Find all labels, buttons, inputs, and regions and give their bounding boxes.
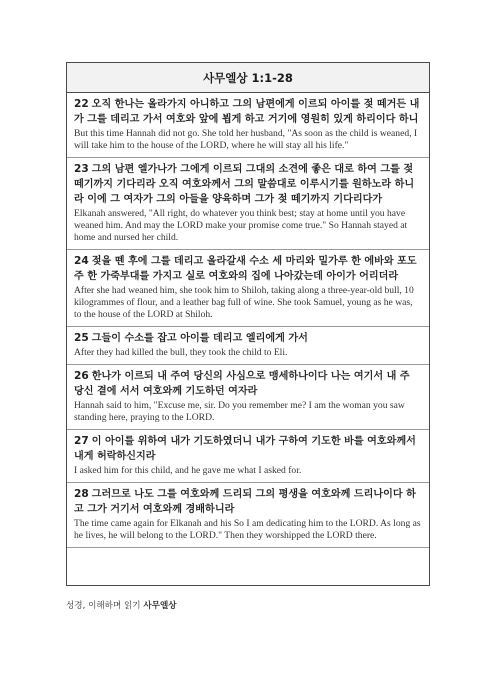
verse-korean [74,369,422,399]
verse-english: But this time Hannah did not go. She told her husband, "As soon as the child is weaned, I will take him to the house of the LORD, where he will stay all his life." [74,128,418,151]
verse-28 [67,483,429,548]
verse-english: After they had killed the bull, they took the child to Eli. [74,347,288,358]
verse-korean [74,97,422,127]
verse-korean [74,434,422,464]
verse-26 [67,365,429,430]
verse-korean-text: 그의 남편 엘가나가 그에게 이르되 그대의 소견에 좋은 대로 하여 그를 젖 떼기까지 기다리라 오직 여호와께서 그의 말씀대로 이루시기를 원하노라 하니라 이에 그 여자가 그의 아들을 양육하며 그가 젖 떼기까지 기다리다가 [74,164,415,205]
verse-korean-text: 젖을 뗀 후에 그를 데리고 올라갈새 수소 세 마리와 밀가루 한 에바와 포도주 한 가죽부대를 가지고 실로 여호와의 집에 나아갔는데 아이가 어리더라 [74,256,417,282]
verse-english: I asked him for this child, and he gave me what I asked for. [74,465,302,476]
verse-23 [67,158,429,250]
verse-english: Hannah said to him, "Excuse me, sir. Do you remember me? I am the woman you saw standing here, praying to the LORD. [74,400,405,423]
footer-book: 사무엘상 [143,601,177,611]
verse-22 [67,93,429,158]
verse-27 [67,430,429,483]
verse-number: 27 [74,435,89,447]
verse-24 [67,250,429,327]
verse-english: The time came again for Elkanah and his So I am dedicating him to the LORD. As long as he lives, he will belong to the LORD." Then they worshipped the LORD there. [74,518,421,541]
verse-english: Elkanah answered, "All right, do whatever you think best; stay at home until you have weaned him. And may the LORD make your promise come true." So Hannah stayed at home and nursed her child. [74,208,408,243]
footer-series: 성경, 이해하며 읽기 [66,601,141,611]
verse-korean-text: 그들이 수소를 잡고 아이를 데리고 엘리에게 가서 [91,333,308,344]
page-footer [66,599,177,611]
verse-number: 24 [74,255,89,267]
verse-25 [67,327,429,365]
verse-korean [74,162,422,207]
verse-korean-text: 오직 한나는 올라가지 아니하고 그의 남편에게 이르되 아이를 젖 떼거든 내가 그를 데리고 가서 여호와 앞에 뵙게 하고 거기에 영원히 있게 하리이다 하니 [74,99,420,125]
passage-title: 사무엘상 1:1-28 [67,63,429,93]
verse-korean [74,254,422,284]
verse-korean-text: 한나가 이르되 내 주여 당신의 사심으로 맹세하나이다 나는 여기서 내 주 당신 곁에 서서 여호와께 기도하던 여자라 [74,371,410,397]
verse-korean [74,331,422,346]
verse-number: 23 [74,163,89,175]
verse-number: 22 [74,98,89,110]
verse-number: 28 [74,488,89,500]
verse-korean [74,487,422,517]
verse-english: After she had weaned him, she took him to Shiloh, taking along a three-year-old bull, 10 kilogrammes of flour, and a leather bag full of wine. She took Samuel, young as he was, to the house of the LORD at Shiloh. [74,285,414,320]
verse-number: 25 [74,332,89,344]
verse-korean-text: 그러므로 나도 그를 여호와께 드리되 그의 평생을 여호와께 드리나이다 하고 그가 거기서 여호와께 경배하니라 [74,489,416,515]
passage-frame [66,62,430,586]
verse-number: 26 [74,370,89,382]
verse-korean-text: 이 아이를 위하여 내가 기도하였더니 내가 구하여 기도한 바를 여호와께서 내게 허락하신지라 [74,436,416,462]
